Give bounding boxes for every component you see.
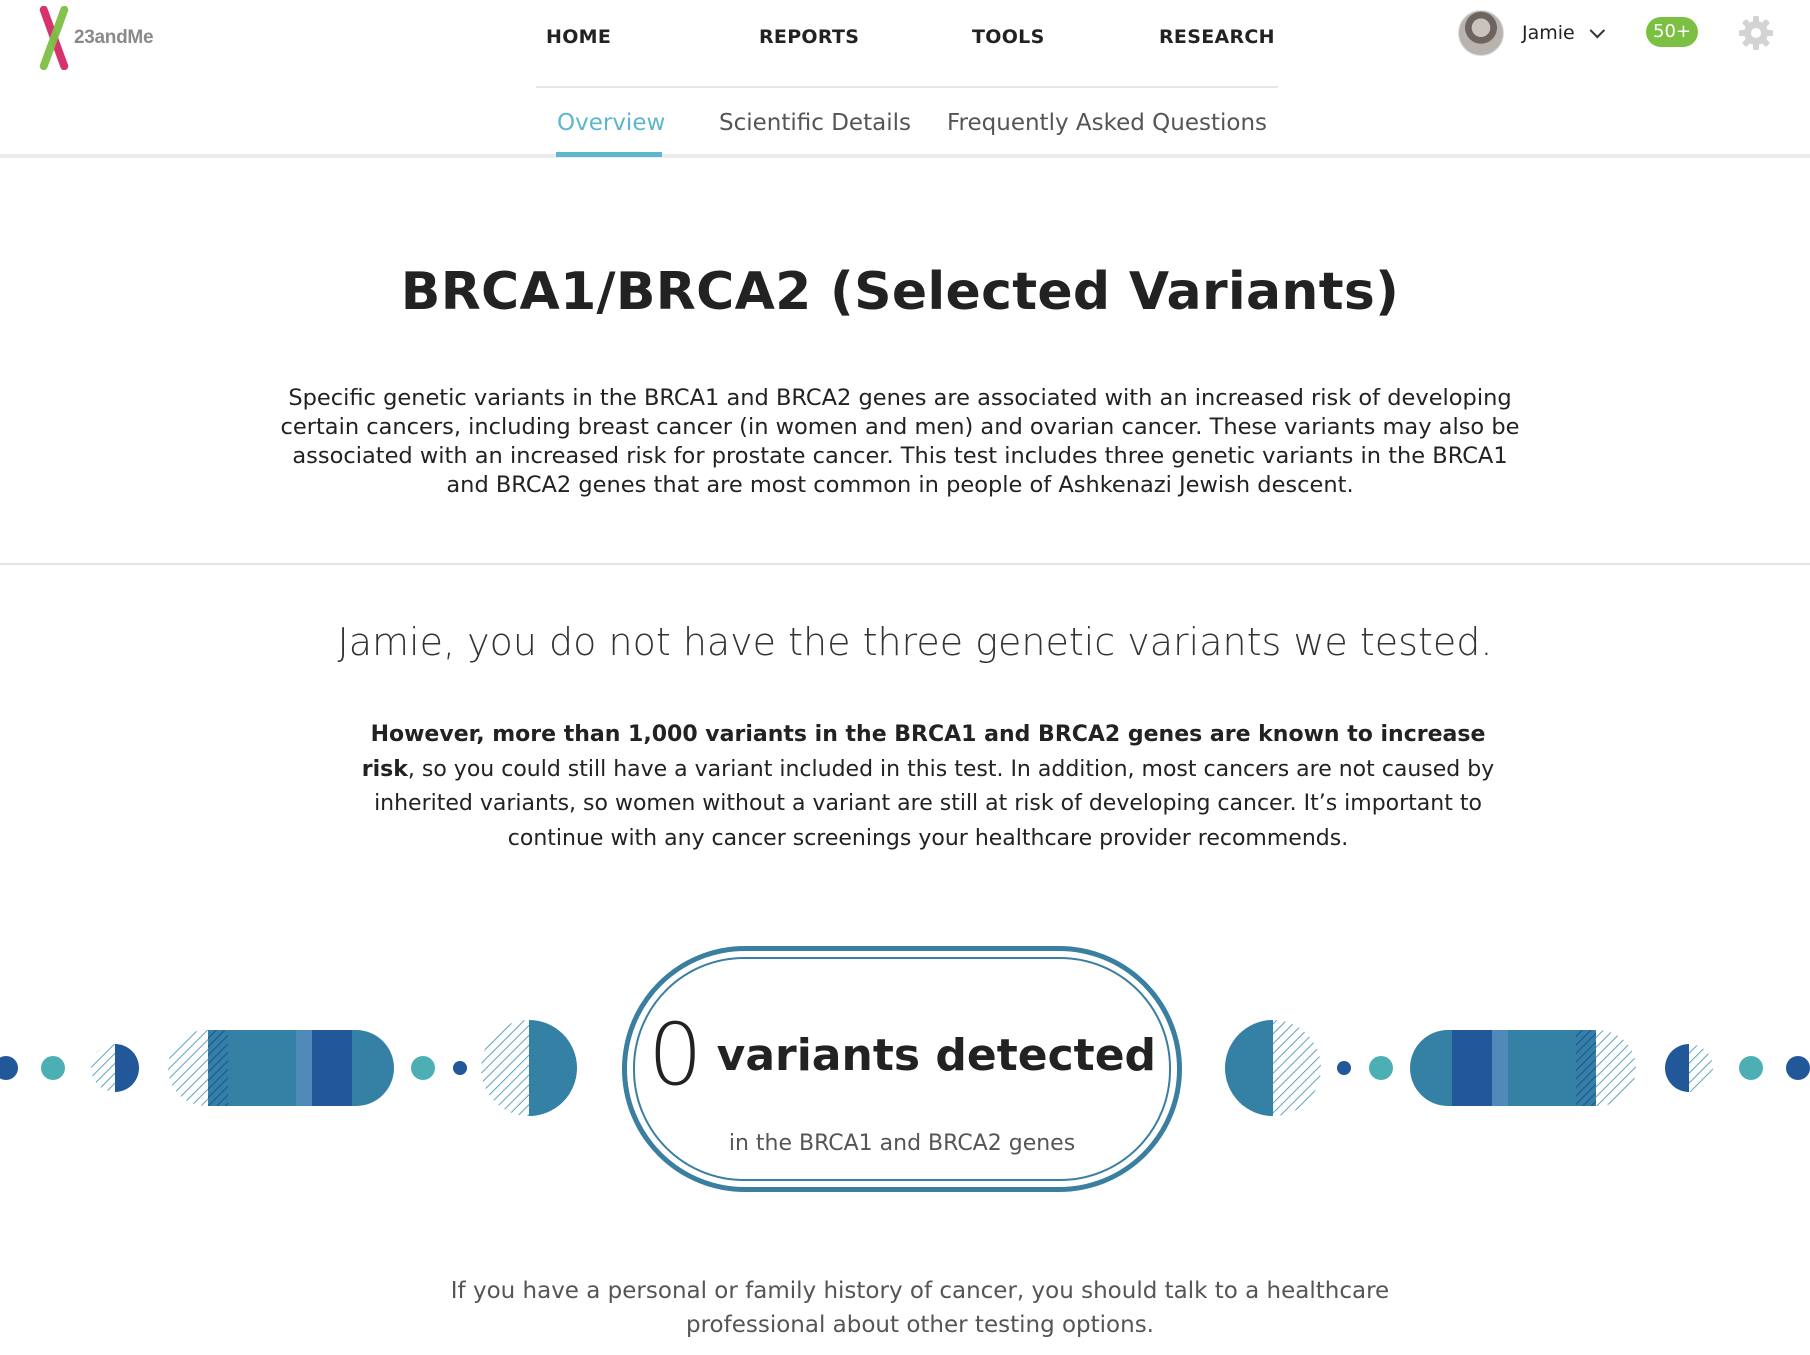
dna-pill-left	[168, 1030, 394, 1106]
result-capsule-inner	[633, 957, 1171, 1181]
dna-dot	[1369, 1056, 1393, 1080]
tab-faq[interactable]: Frequently Asked Questions	[947, 110, 1268, 136]
dna-dot	[0, 1056, 18, 1080]
avatar[interactable]	[1458, 10, 1504, 56]
nav-tools[interactable]: TOOLS	[972, 26, 1045, 48]
tab-overview[interactable]: Overview	[557, 110, 666, 136]
nav-home[interactable]: HOME	[546, 26, 612, 48]
user-menu[interactable]	[1458, 10, 1600, 56]
dna-dot	[453, 1061, 467, 1075]
dna-dot	[1337, 1061, 1351, 1075]
active-tab-indicator	[556, 152, 662, 157]
chevron-down-icon[interactable]	[1589, 22, 1605, 38]
top-navigation	[0, 0, 1810, 88]
report-tabs	[0, 88, 1810, 158]
tab-scientific-details[interactable]: Scientific Details	[719, 110, 911, 136]
dna-dot	[1786, 1056, 1810, 1080]
variant-count-line	[635, 1005, 1169, 1105]
variant-count-label: variants detected	[716, 1029, 1157, 1081]
dna-dot	[41, 1056, 65, 1080]
gear-icon[interactable]	[1738, 15, 1774, 51]
nav-reports[interactable]: REPORTS	[759, 26, 860, 48]
dna-pill-right	[1410, 1030, 1636, 1106]
23andme-x-logo-icon	[36, 6, 72, 70]
main-nav	[536, 0, 1278, 88]
result-capsule	[622, 946, 1182, 1192]
healthcare-note: If you have a personal or family history of cancer, you should talk to a healthcare professional about other testing options.	[450, 1278, 1390, 1338]
user-name: Jamie	[1522, 22, 1575, 44]
dna-dot	[411, 1056, 435, 1080]
section-divider	[0, 563, 1810, 565]
report-intro: Specific genetic variants in the BRCA1 and BRCA2 genes are associated with an increased risk of developing certain cancers, including breast cancer (in women and men) and ovarian cancer. These variants may also be associated with an increased risk for prostate cancer. This test includes three genetic variants in the BRCA1 and BRCA2 genes that are most common in people of Ashkenazi Jewish descent.	[280, 385, 1520, 498]
result-explanation	[348, 718, 1508, 856]
variant-count-subtitle: in the BRCA1 and BRCA2 genes	[728, 1131, 1076, 1156]
result-emphasis: However, more than 1,000 variants in the BRCA1 and BRCA2 genes are known to increase risk	[361, 722, 1486, 782]
page-title: BRCA1/BRCA2 (Selected Variants)	[400, 262, 1400, 322]
brand-logo[interactable]	[36, 6, 166, 70]
brand-name: 23andMe	[74, 27, 154, 48]
notification-badge[interactable]: 50+	[1646, 17, 1698, 47]
result-detail: , so you could still have a variant included in this test. In addition, most cancers are not caused by inherited variants, so women without a variant are still at risk of developing cancer. It’s important to continue with any cancer screenings your healthcare provider recommends.	[374, 756, 1495, 851]
nav-research[interactable]: RESEARCH	[1159, 26, 1275, 48]
dna-dot	[1739, 1056, 1763, 1080]
variant-count: 0	[647, 1005, 703, 1105]
result-heading: Jamie, you do not have the three genetic variants we tested.	[337, 620, 1493, 664]
